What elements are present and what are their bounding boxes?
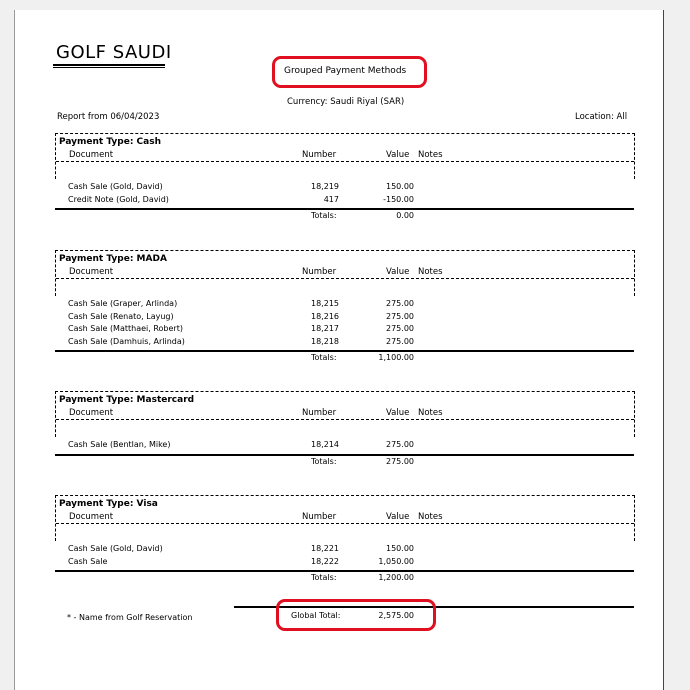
row-document: Credit Note (Gold, David) (68, 194, 169, 204)
row-value: 150.00 (386, 182, 414, 191)
row-number: 417 (323, 194, 339, 204)
row-document: Cash Sale (Damhuis, Arlinda) (68, 336, 185, 346)
row-document: Cash Sale (Gold, David) (68, 182, 163, 191)
section-total-rule (55, 208, 634, 210)
payment-type-label: Payment Type: Cash (59, 137, 162, 147)
currency-label: Currency: Saudi Riyal (SAR) (287, 97, 405, 107)
totals-label: Totals: (311, 456, 337, 466)
header-divider (56, 278, 634, 279)
row-value: 275.00 (386, 336, 414, 346)
row-value: 150.00 (386, 544, 414, 553)
section-total-rule (55, 350, 634, 352)
row-number: 18,221 (311, 544, 339, 553)
row-number: 18,218 (311, 336, 339, 346)
row-number: 18,216 (311, 311, 339, 321)
header-divider (56, 419, 634, 420)
global-total-value: 2,575.00 (378, 611, 414, 620)
column-document: Document (69, 267, 114, 277)
row-document: Cash Sale (Renato, Layug) (68, 311, 174, 321)
row-document: Cash Sale (68, 556, 108, 566)
row-number: 18,214 (311, 440, 339, 449)
footnote: * - Name from Golf Reservation (67, 613, 193, 622)
row-number: 18,222 (311, 556, 339, 566)
column-number: Number (302, 150, 337, 160)
row-number: 18,217 (311, 324, 339, 333)
row-value: 275.00 (386, 299, 414, 308)
report-title: Grouped Payment Methods (284, 66, 407, 76)
row-document: Cash Sale (Graper, Arlinda) (68, 299, 178, 308)
row-document: Cash Sale (Gold, David) (68, 544, 163, 553)
company-underline (53, 64, 165, 66)
column-document: Document (69, 408, 114, 418)
header-divider (56, 161, 634, 162)
row-value: -150.00 (383, 194, 414, 204)
column-document: Document (69, 150, 114, 160)
column-number: Number (302, 408, 337, 418)
section-total-value: 1,100.00 (378, 353, 414, 362)
column-notes: Notes (418, 408, 443, 418)
column-value: Value (386, 512, 410, 522)
row-value: 275.00 (386, 440, 414, 449)
column-number: Number (302, 267, 337, 277)
section-header-box (55, 391, 635, 437)
report-date: Report from 06/04/2023 (57, 112, 160, 122)
company-underline-thin (53, 67, 165, 68)
global-total-label: Global Total: (291, 611, 341, 620)
section-total-rule (55, 570, 634, 572)
column-value: Value (386, 408, 410, 418)
totals-label: Totals: (311, 211, 337, 220)
row-document: Cash Sale (Bentlan, Mike) (68, 440, 171, 449)
payment-type-label: Payment Type: Visa (59, 499, 158, 509)
row-number: 18,215 (311, 299, 339, 308)
column-document: Document (69, 512, 114, 522)
row-value: 1,050.00 (378, 556, 414, 566)
section-total-rule (55, 454, 634, 456)
location-label: Location: All (575, 112, 628, 122)
column-notes: Notes (418, 267, 443, 277)
payment-type-label: Payment Type: MADA (59, 254, 167, 264)
header-divider (56, 523, 634, 524)
section-header-box (55, 133, 635, 179)
column-notes: Notes (418, 150, 443, 160)
section-total-value: 1,200.00 (378, 573, 414, 582)
title-highlight (272, 56, 427, 88)
row-value: 275.00 (386, 324, 414, 333)
company-name: GOLF SAUDI (56, 42, 172, 63)
totals-label: Totals: (311, 573, 337, 582)
column-number: Number (302, 512, 337, 522)
payment-type-label: Payment Type: Mastercard (59, 395, 195, 405)
section-total-value: 275.00 (386, 456, 414, 466)
row-value: 275.00 (386, 311, 414, 321)
column-value: Value (386, 150, 410, 160)
totals-label: Totals: (311, 353, 337, 362)
row-number: 18,219 (311, 182, 339, 191)
row-document: Cash Sale (Matthaei, Robert) (68, 324, 183, 333)
section-total-value: 0.00 (396, 211, 414, 220)
report-page (14, 10, 664, 690)
column-value: Value (386, 267, 410, 277)
global-total-highlight (276, 599, 436, 631)
section-header-box (55, 250, 635, 296)
section-header-box (55, 495, 635, 541)
column-notes: Notes (418, 512, 443, 522)
